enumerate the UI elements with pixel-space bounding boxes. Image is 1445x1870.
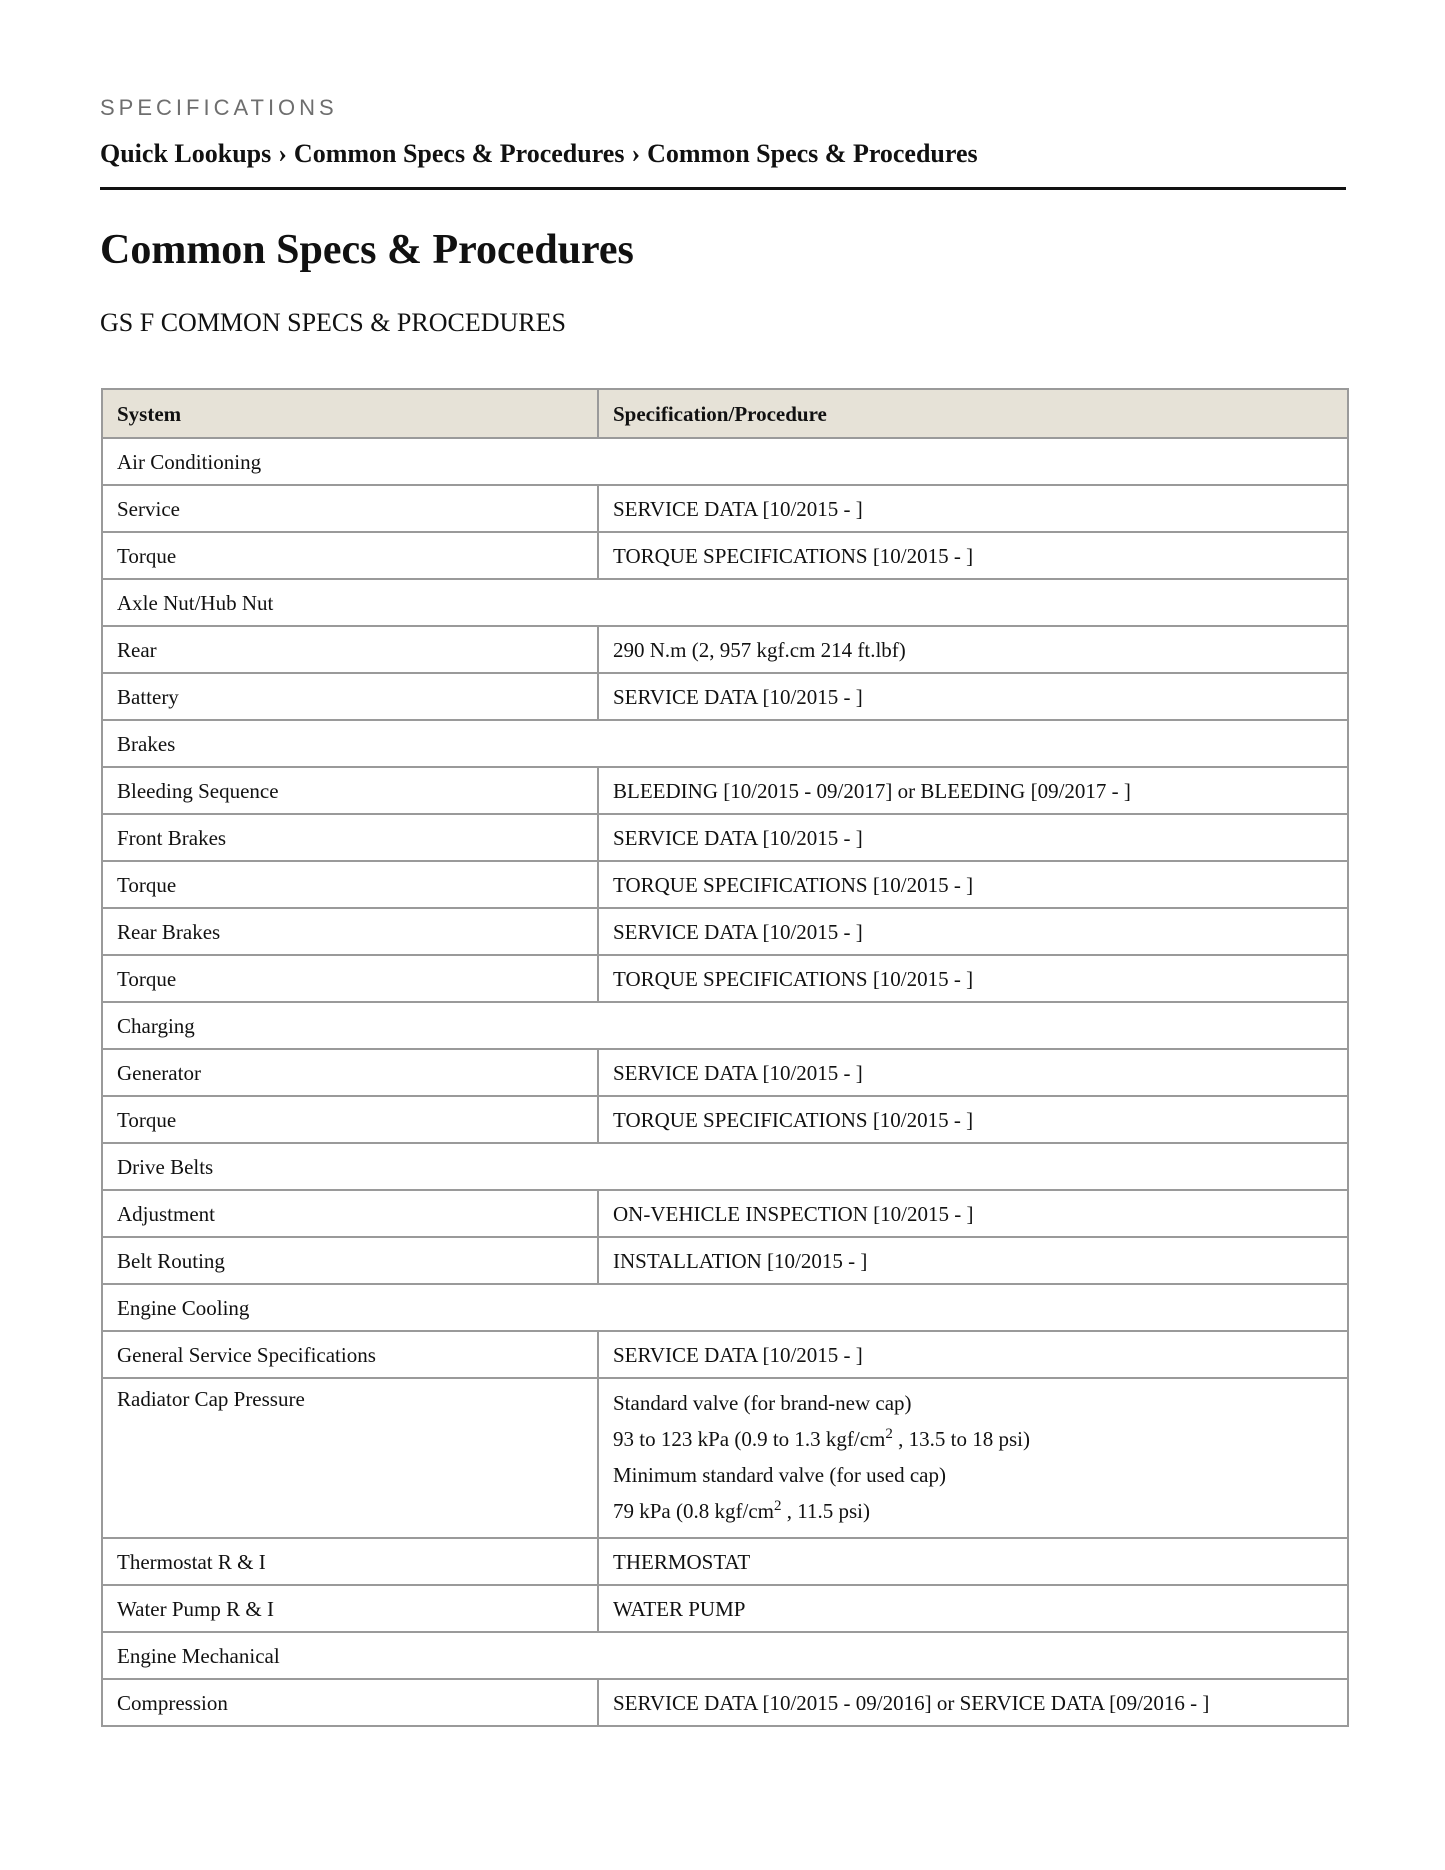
- header-divider: [100, 187, 1346, 190]
- superscript: 2: [773, 1498, 782, 1514]
- spec-line: [613, 1421, 1333, 1457]
- spec-link-cell[interactable]: TORQUE SPECIFICATIONS [10/2015 - ]: [598, 861, 1348, 908]
- spec-link-cell[interactable]: TORQUE SPECIFICATIONS [10/2015 - ]: [598, 955, 1348, 1002]
- table-row: [102, 1538, 1348, 1585]
- page-subtitle: GS F COMMON SPECS & PROCEDURES: [100, 308, 566, 337]
- spec-link-cell[interactable]: TORQUE SPECIFICATIONS [10/2015 - ]: [598, 1096, 1348, 1143]
- spec-text: , 11.5 psi): [781, 1499, 870, 1523]
- group-label: Charging: [102, 1002, 1348, 1049]
- system-cell: Adjustment: [102, 1190, 598, 1237]
- group-label: Axle Nut/Hub Nut: [102, 579, 1348, 626]
- table-row: [102, 673, 1348, 720]
- spec-link-cell[interactable]: SERVICE DATA [10/2015 - 09/2016] or SERVICE DATA [09/2016 - ]: [598, 1679, 1348, 1726]
- group-label: Air Conditioning: [102, 438, 1348, 485]
- table-row: [102, 1237, 1348, 1284]
- table-row: [102, 814, 1348, 861]
- system-cell: Torque: [102, 861, 598, 908]
- table-row: [102, 532, 1348, 579]
- system-cell: Torque: [102, 1096, 598, 1143]
- system-cell: Battery: [102, 673, 598, 720]
- table-body: [102, 438, 1348, 1726]
- group-label: Engine Mechanical: [102, 1632, 1348, 1679]
- table-row: [102, 861, 1348, 908]
- table-row: [102, 1378, 1348, 1538]
- spec-text: 93 to 123 kPa (0.9 to 1.3 kgf/cm: [613, 1427, 886, 1451]
- spec-link-cell[interactable]: INSTALLATION [10/2015 - ]: [598, 1237, 1348, 1284]
- spec-text: , 13.5 to 18 psi): [892, 1427, 1030, 1451]
- breadcrumb-item-quick-lookups[interactable]: Quick Lookups: [100, 139, 272, 168]
- column-header-system: System: [102, 389, 598, 438]
- table-row: [102, 908, 1348, 955]
- system-cell: General Service Specifications: [102, 1331, 598, 1378]
- table-group-row: [102, 438, 1348, 485]
- table-row: [102, 767, 1348, 814]
- system-cell: Torque: [102, 532, 598, 579]
- column-header-spec: Specification/Procedure: [598, 389, 1348, 438]
- superscript: 2: [885, 1426, 893, 1442]
- system-cell: Radiator Cap Pressure: [102, 1378, 598, 1538]
- table-group-row: [102, 1284, 1348, 1331]
- spec-link-cell[interactable]: THERMOSTAT: [598, 1538, 1348, 1585]
- spec-text: 79 kPa (0.8 kgf/cm: [613, 1499, 774, 1523]
- spec-link-cell[interactable]: SERVICE DATA [10/2015 - ]: [598, 814, 1348, 861]
- table-row: [102, 1096, 1348, 1143]
- breadcrumb-item-current: Common Specs & Procedures: [647, 139, 978, 168]
- spec-link-cell[interactable]: SERVICE DATA [10/2015 - ]: [598, 1331, 1348, 1378]
- spec-link-cell[interactable]: ON-VEHICLE INSPECTION [10/2015 - ]: [598, 1190, 1348, 1237]
- breadcrumb-separator: ›: [278, 139, 287, 168]
- system-cell: Bleeding Sequence: [102, 767, 598, 814]
- spec-link-cell[interactable]: BLEEDING [10/2015 - 09/2017] or BLEEDING [09/2017 - ]: [598, 767, 1348, 814]
- system-cell: Water Pump R & I: [102, 1585, 598, 1632]
- table-row: [102, 1331, 1348, 1378]
- breadcrumb: [100, 138, 1346, 170]
- system-cell: Belt Routing: [102, 1237, 598, 1284]
- breadcrumb-separator: ›: [631, 139, 641, 168]
- table-row: [102, 626, 1348, 673]
- system-cell: Generator: [102, 1049, 598, 1096]
- breadcrumb-item-common-specs[interactable]: Common Specs & Procedures: [293, 139, 625, 168]
- system-cell: Rear: [102, 626, 598, 673]
- table-row: [102, 1190, 1348, 1237]
- spec-link-cell[interactable]: SERVICE DATA [10/2015 - ]: [598, 1049, 1348, 1096]
- group-label: Engine Cooling: [102, 1284, 1348, 1331]
- system-cell: Rear Brakes: [102, 908, 598, 955]
- system-cell: Front Brakes: [102, 814, 598, 861]
- spec-link-cell[interactable]: SERVICE DATA [10/2015 - ]: [598, 485, 1348, 532]
- section-kicker: SPECIFICATIONS: [100, 95, 338, 120]
- table-group-row: [102, 1143, 1348, 1190]
- spec-link-cell[interactable]: TORQUE SPECIFICATIONS [10/2015 - ]: [598, 532, 1348, 579]
- system-cell: Service: [102, 485, 598, 532]
- system-cell: Thermostat R & I: [102, 1538, 598, 1585]
- table-row: [102, 1679, 1348, 1726]
- table-group-row: [102, 579, 1348, 626]
- table-header-row: [102, 389, 1348, 438]
- group-label: Brakes: [102, 720, 1348, 767]
- spec-line: Minimum standard valve (for used cap): [613, 1463, 946, 1487]
- spec-cell: [598, 1378, 1348, 1538]
- spec-cell: 290 N.m (2, 957 kgf.cm 214 ft.lbf): [598, 626, 1348, 673]
- table-group-row: [102, 1002, 1348, 1049]
- table-row: [102, 955, 1348, 1002]
- page-title: Common Specs & Procedures: [100, 227, 634, 273]
- spec-link-cell[interactable]: SERVICE DATA [10/2015 - ]: [598, 908, 1348, 955]
- group-label: Drive Belts: [102, 1143, 1348, 1190]
- table-row: [102, 485, 1348, 532]
- table-group-row: [102, 720, 1348, 767]
- system-cell: Compression: [102, 1679, 598, 1726]
- spec-line: Standard valve (for brand-new cap): [613, 1391, 912, 1415]
- table-row: [102, 1049, 1348, 1096]
- specs-table: [101, 388, 1349, 1727]
- table-row: [102, 1585, 1348, 1632]
- table-group-row: [102, 1632, 1348, 1679]
- system-cell: Torque: [102, 955, 598, 1002]
- spec-line: [613, 1493, 1333, 1529]
- spec-link-cell[interactable]: SERVICE DATA [10/2015 - ]: [598, 673, 1348, 720]
- spec-link-cell[interactable]: WATER PUMP: [598, 1585, 1348, 1632]
